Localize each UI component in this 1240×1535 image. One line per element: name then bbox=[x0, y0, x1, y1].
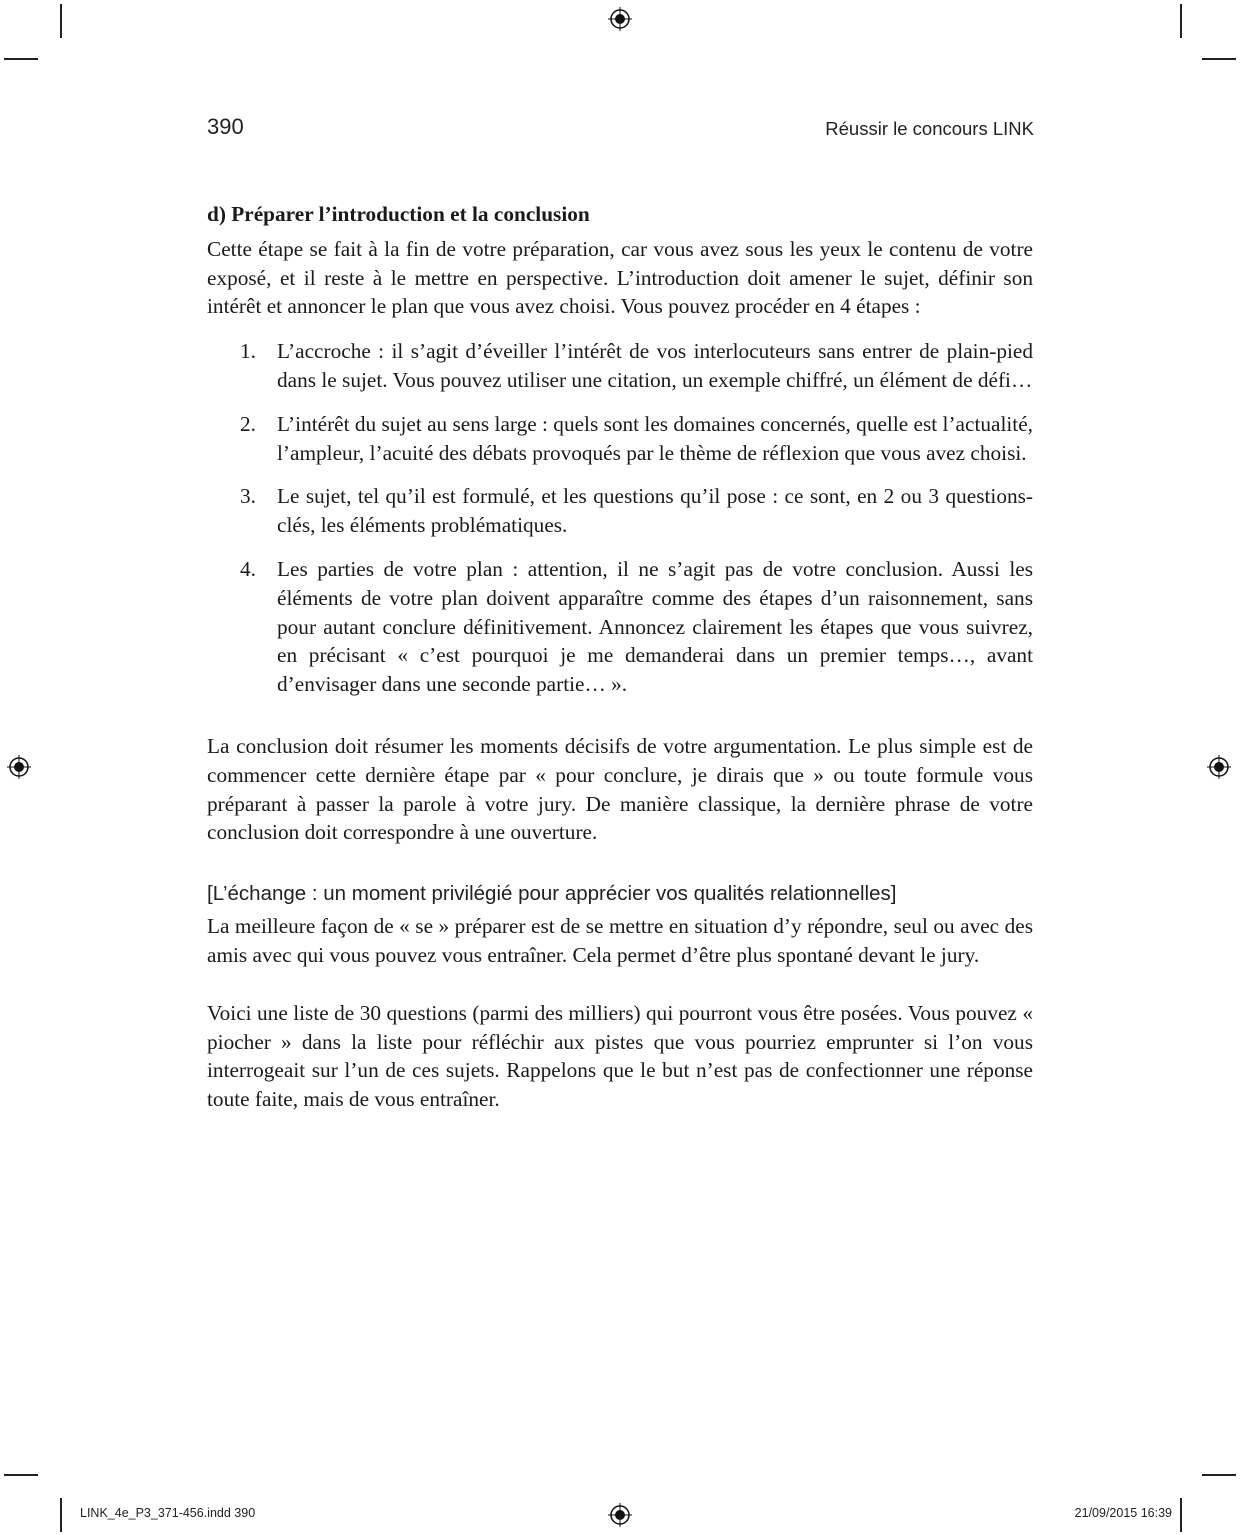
crop-mark bbox=[1202, 58, 1236, 60]
list-item bbox=[240, 555, 1033, 699]
list-item-text: L’intérêt du sujet au sens large : quels sont les domaines concernés, quelle est l’actualité, l’ampleur, l’acuité des débats provoqués par le thème de réflexion que vous avez choisi. bbox=[277, 411, 1033, 465]
page-body bbox=[207, 200, 1033, 1114]
list-item-number: 3. bbox=[240, 484, 256, 509]
list-item bbox=[240, 410, 1033, 468]
crop-mark bbox=[60, 1498, 62, 1532]
list-item-number: 1. bbox=[240, 339, 256, 364]
registration-mark-icon bbox=[608, 1503, 632, 1527]
crop-mark bbox=[1202, 1474, 1236, 1476]
running-title: Réussir le concours LINK bbox=[825, 118, 1034, 139]
conclusion-paragraph: La conclusion doit résumer les moments décisifs de votre argumentation. Le plus simple est de commencer cette dernière étape par « pour conclure, je dirais que » ou toute formule vous préparant à passer la parole à votre jury. De manière classique, la dernière phrase de votre conclusion doit correspondre à une ouverture. bbox=[207, 733, 1033, 845]
list-item-text: Le sujet, tel qu’il est formulé, et les questions qu’il pose : ce sont, en 2 ou 3 questions-clés, les éléments problématiques. bbox=[277, 484, 1033, 538]
footer-file-name: LINK_4e_P3_371-456.indd 390 bbox=[80, 1506, 256, 1520]
echange-paragraph: La meilleure façon de « se » préparer est de se mettre en situation d’y répondre, seul ou avec des amis avec qui vous pouvez vous entraîner. Cela permet d’être plus spontané devant le jury. bbox=[207, 914, 1033, 967]
crop-mark bbox=[1180, 4, 1182, 38]
crop-mark bbox=[4, 58, 38, 60]
section-heading: d) Préparer l’introduction et la conclusion bbox=[207, 202, 590, 226]
crop-mark bbox=[4, 1474, 38, 1476]
list-item-number: 4. bbox=[240, 556, 256, 581]
intro-paragraph: Cette étape se fait à la fin de votre préparation, car vous avez sous les yeux le contenu de votre exposé, et il reste à le mettre en perspective. L’introduction doit amener le sujet, définir son intérêt et annoncer le plan que vous avez choisi. Vous pouvez procéder en 4 étapes : bbox=[207, 236, 1033, 319]
crop-mark bbox=[1180, 1498, 1182, 1532]
page-number: 390 bbox=[207, 114, 244, 139]
section-title: [L’échange : un moment privilégié pour apprécier vos qualités relationnelles] bbox=[207, 882, 897, 906]
list-item-text: L’accroche : il s’agit d’éveiller l’intérêt de vos interlocuteurs sans entrer de plain-pied dans le sujet. Vous pouvez utiliser une citation, un exemple chiffré, un élément de défi… bbox=[277, 339, 1033, 392]
list-item bbox=[240, 482, 1033, 540]
crop-mark bbox=[60, 4, 62, 38]
questions-paragraph: Voici une liste de 30 questions (parmi des milliers) qui pourront vous être posées. Vous pouvez « piocher » dans la liste pour réfléchir aux pistes que vous pourriez emprunter si l’on vous interrogeait sur l’un de ces sujets. Rappelons que le but n’est pas de confectionner une réponse toute faite, mais de vous entraîner. bbox=[207, 1000, 1033, 1112]
list-item bbox=[240, 337, 1033, 395]
list-item-text: Les parties de votre plan : attention, il ne s’agit pas de votre conclusion. Aussi les éléments de votre plan doivent apparaître comme des étapes d’un raisonnement, sans pour autant conclure définitivement. Annoncez clairement les étapes que vous suivrez, en précisant « c’est pourquoi je me demanderai dans un premier temps…, avant d’envisager dans une seconde partie… ». bbox=[277, 556, 1033, 697]
steps-list bbox=[207, 337, 1033, 699]
list-item-number: 2. bbox=[240, 411, 256, 436]
registration-mark-icon bbox=[1207, 755, 1231, 779]
footer-timestamp: 21/09/2015 16:39 bbox=[1074, 1506, 1172, 1520]
registration-mark-icon bbox=[7, 755, 31, 779]
registration-mark-icon bbox=[608, 7, 632, 31]
